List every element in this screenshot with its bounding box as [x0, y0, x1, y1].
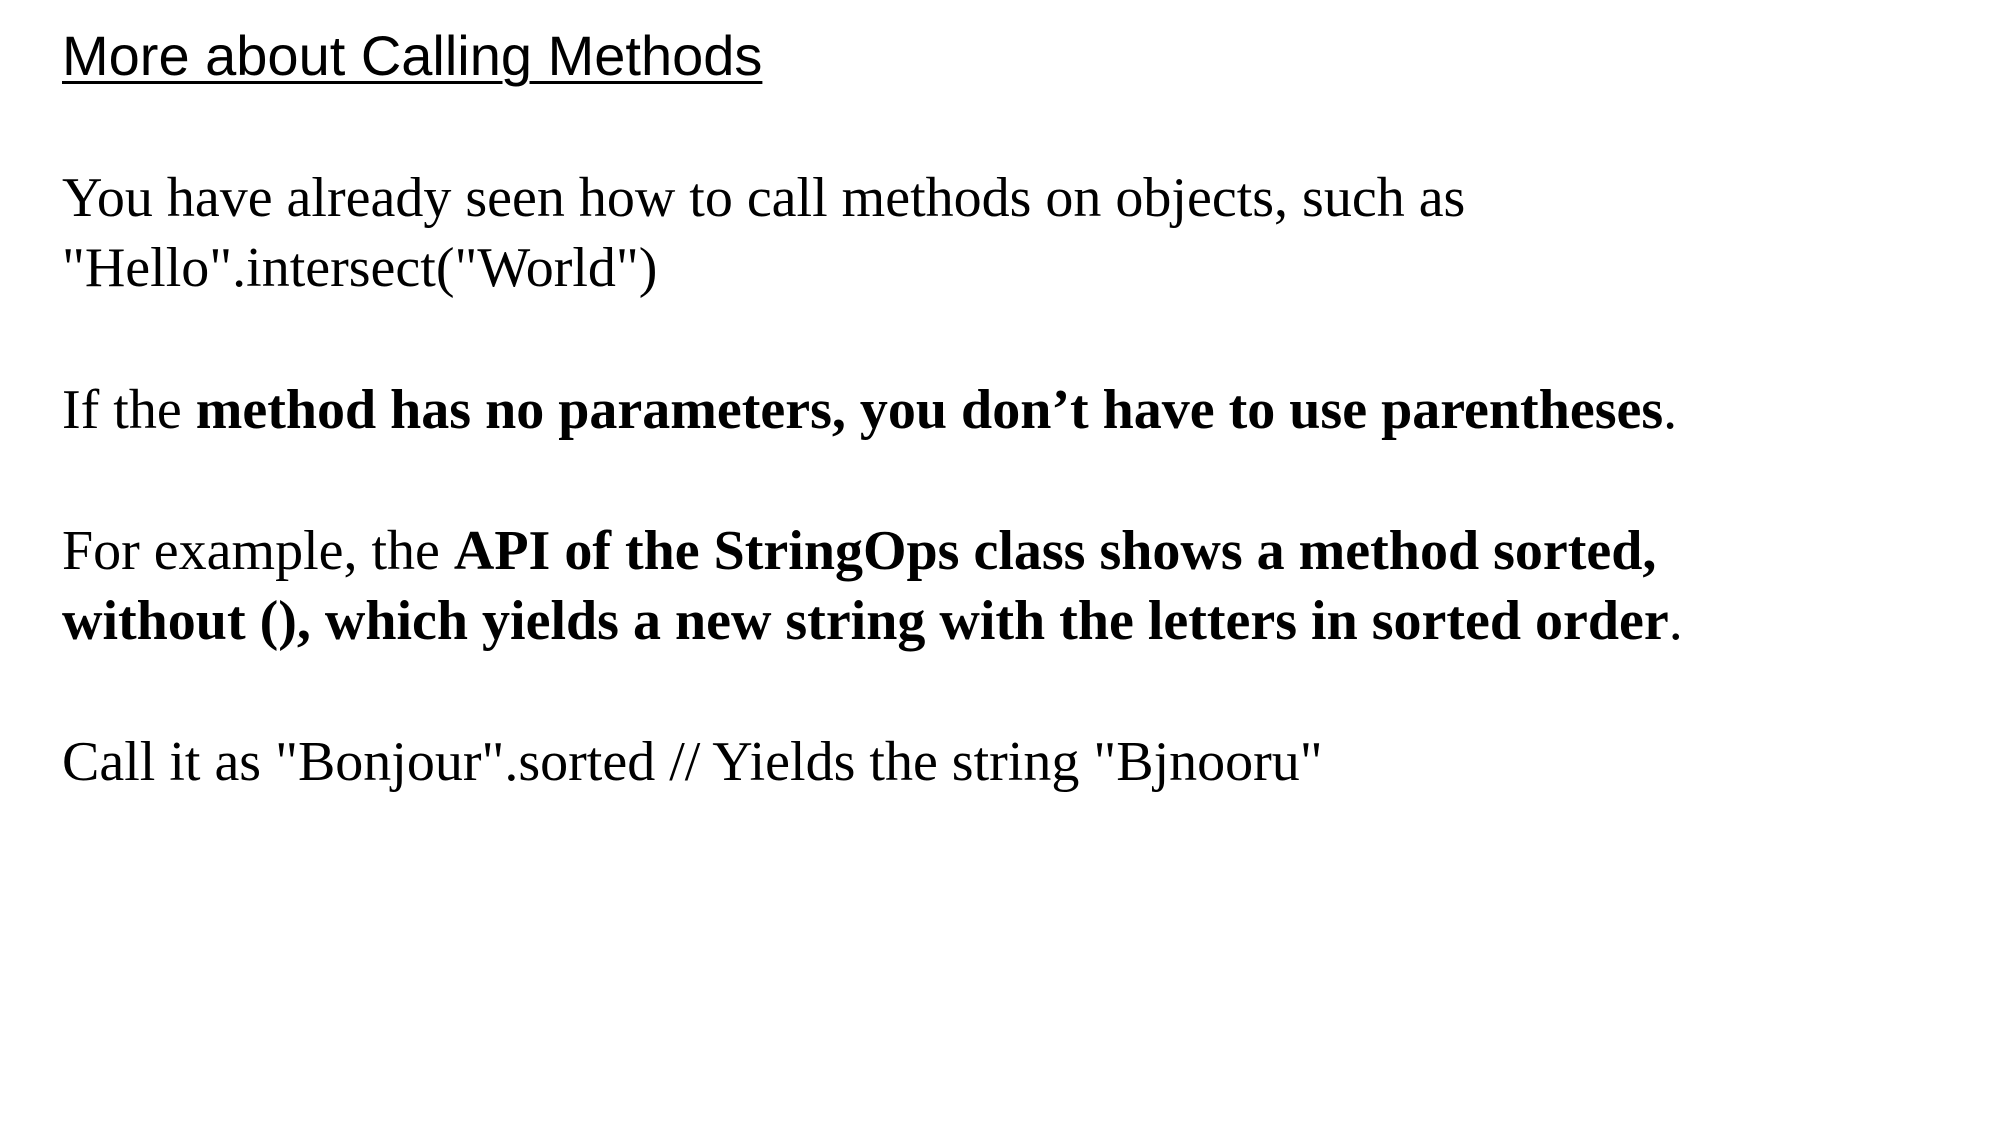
example-emphasis-line-1: API of the StringOps class shows a method sorted,	[453, 520, 1657, 582]
example-suffix: .	[1668, 590, 1683, 652]
intro-line-1: You have already seen how to call methods on objects, such as	[62, 167, 1466, 229]
paragraph-intro	[62, 163, 1465, 303]
call-example-text: Call it as "Bonjour".sorted // Yields the string "Bjnooru"	[62, 731, 1323, 793]
no-params-suffix: .	[1663, 379, 1678, 441]
example-emphasis-line-2: without (), which yields a new string with the letters in sorted order	[62, 590, 1669, 652]
no-params-prefix: If the	[62, 379, 196, 441]
no-params-emphasis: method has no parameters, you don’t have to use parentheses	[195, 379, 1664, 441]
example-prefix: For example, the	[62, 520, 454, 582]
paragraph-no-parameters	[62, 375, 1677, 445]
paragraph-example	[62, 516, 1683, 656]
intro-line-2: "Hello".intersect("World")	[62, 237, 658, 299]
slide-title: More about Calling Methods	[62, 24, 763, 87]
paragraph-call	[62, 727, 1323, 797]
